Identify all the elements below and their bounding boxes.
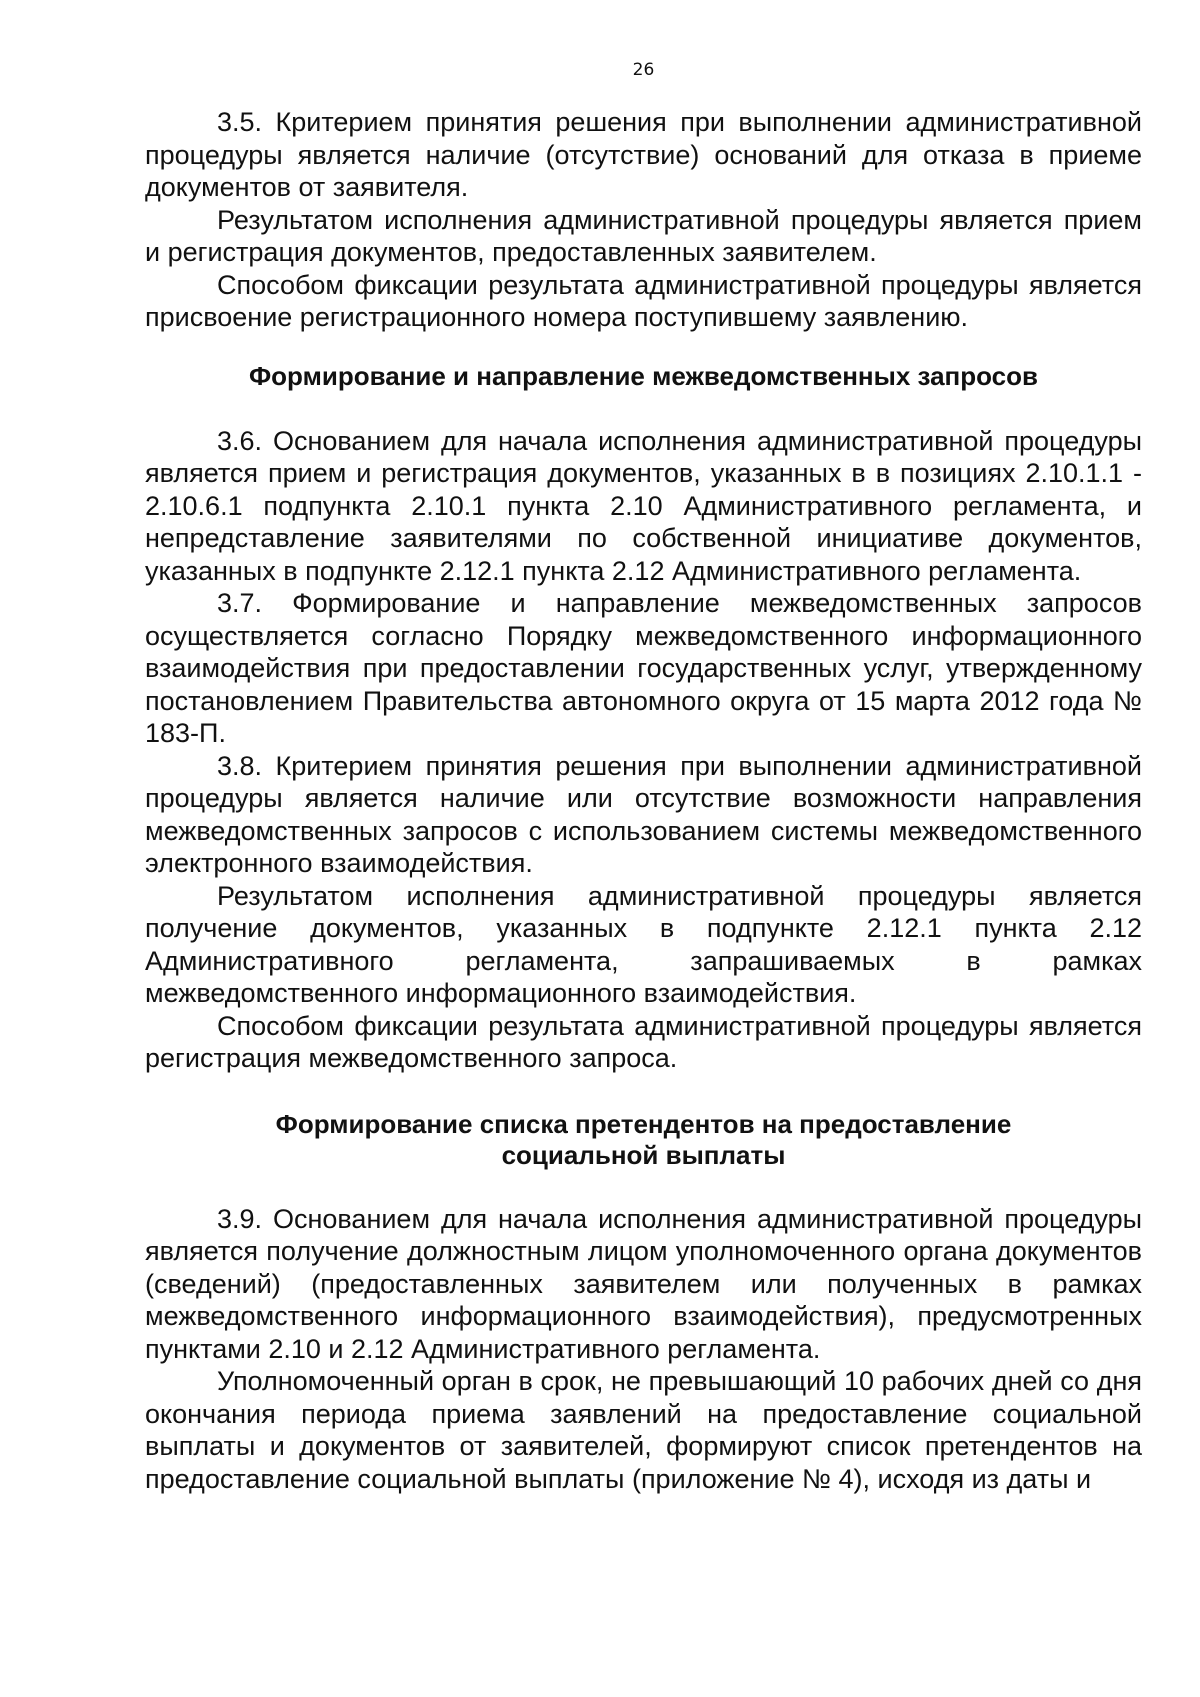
paragraph-3-6: 3.6. Основанием для начала исполнения административной процедуры является прием и регистрация документов, указанных в в позициях 2.10.1.1 - 2.10.6.1 подпункта 2.10.1 пункта 2.10 Административного регламента, и непредставление заявителями по собственной инициативе документов, указанных в подпункте 2.12.1 пункта 2.12 Административного регламента. <box>145 425 1142 586</box>
paragraph-3-8: 3.8. Критерием принятия решения при выполнении административной процедуры является наличие или отсутствие возможности направления межведомственных запросов с использованием системы межведомственного электронного взаимодействия. <box>145 750 1142 878</box>
paragraph-3-9-list: Уполномоченный орган в срок, не превышающий 10 рабочих дней со дня окончания периода приема заявлений на предоставление социальной выплаты и документов от заявителей, формируют список претендентов на предоставление социальной выплаты (приложение № 4), исходя из даты и <box>145 1366 1142 1494</box>
paragraph-3-8-result: Результатом исполнения административной процедуры является получение документов, указанных в подпункте 2.12.1 пункта 2.12 Административного регламента, запрашиваемых в рамках межведомственного информационного взаимодействия. <box>145 880 1142 1008</box>
page-number: 26 <box>632 60 655 80</box>
section-heading-interagency-requests: Формирование и направление межведомственных запросов <box>248 360 1039 391</box>
paragraph-3-9: 3.9. Основанием для начала исполнения административной процедуры является получение должностным лицом уполномоченного органа документов (сведений) (предоставленных заявителем или полученных в рамках межведомственного информационного взаимодействия), предусмотренных пунктами 2.10 и 2.12 Административного регламента. <box>145 1203 1142 1364</box>
section-heading-applicant-list <box>145 1109 1142 1171</box>
paragraph-3-5-result: Результатом исполнения административной процедуры является прием и регистрация документов, предоставленных заявителем. <box>145 204 1142 267</box>
paragraph-3-5-fixation: Способом фиксации результата административной процедуры является присвоение регистрационного номера поступившему заявлению. <box>145 269 1142 332</box>
section-heading-applicant-list-line1: Формирование списка претендентов на предоставление <box>275 1108 1012 1139</box>
section-heading-applicant-list-line2: социальной выплаты <box>501 1139 786 1170</box>
paragraph-3-8-fixation: Способом фиксации результата административной процедуры является регистрация межведомственного запроса. <box>145 1010 1142 1073</box>
paragraph-3-5: 3.5. Критерием принятия решения при выполнении административной процедуры является наличие (отсутствие) оснований для отказа в приеме документов от заявителя. <box>145 107 1142 202</box>
paragraph-3-7: 3.7. Формирование и направление межведомственных запросов осуществляется согласно Порядку межведомственного информационного взаимодействия при предоставлении государственных услуг, утвержденному постановлением Правительства автономного округа от 15 марта 2012 года № 183-П. <box>145 588 1142 748</box>
document-page <box>145 50 1142 1495</box>
